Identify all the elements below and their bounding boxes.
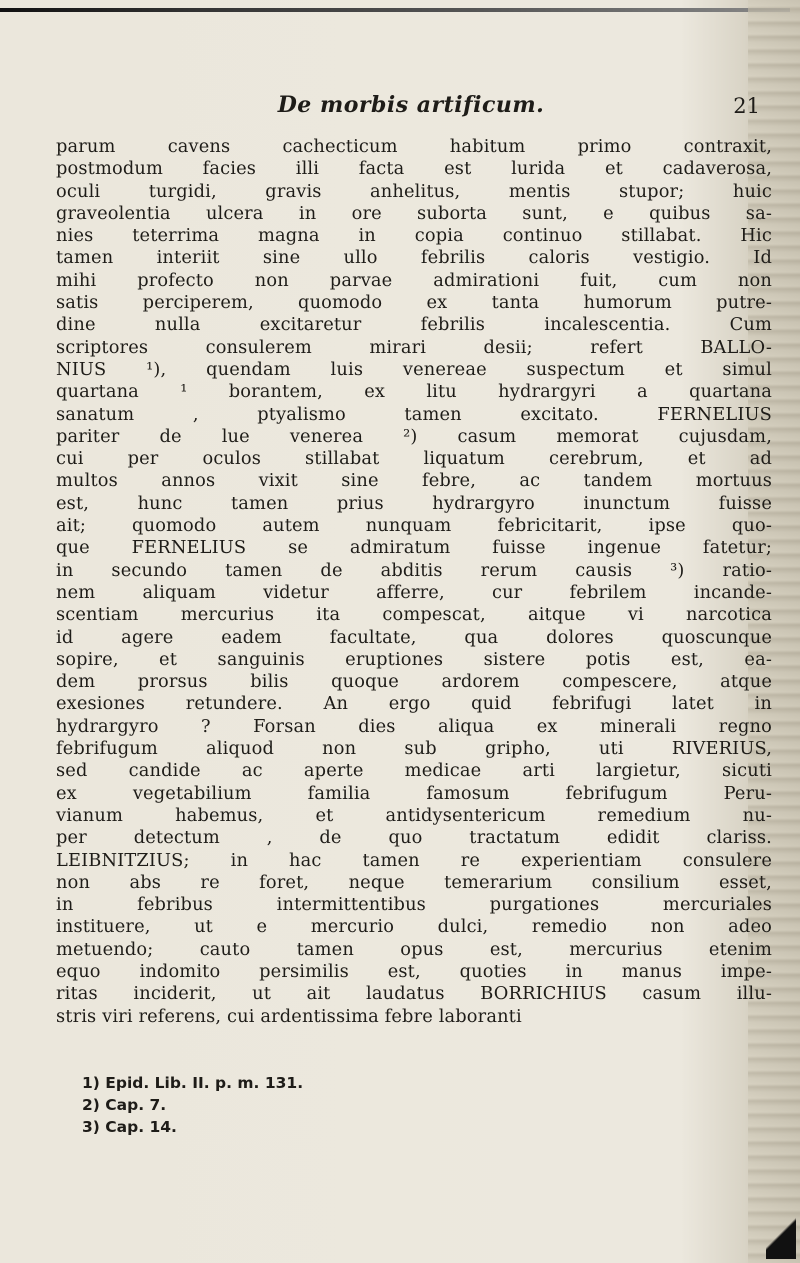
text-line: nem aliquam videtur afferre, cur febrilem incande- — [56, 581, 772, 603]
footnotes — [82, 1072, 382, 1138]
text-line: postmodum facies illi facta est lurida et cadaverosa, — [56, 158, 772, 180]
running-head: De morbis artificum. — [277, 92, 545, 118]
text-line: ait; quomodo autem nunquam febricitarit, ipse quo- — [56, 515, 772, 537]
corner-mark — [766, 1209, 796, 1259]
text-line: hydrargyro ? Forsan dies aliqua ex minerali regno — [56, 715, 772, 737]
text-line: febrifugum aliquod non sub gripho, uti RIVERIUS, — [56, 738, 772, 760]
body-text — [56, 136, 772, 1028]
page-header — [62, 92, 760, 128]
text-line: nies teterrima magna in copia continuo stillabat. Hic — [56, 225, 772, 247]
text-line: quartana ¹ borantem, ex litu hydrargyri a quartana — [56, 381, 772, 403]
footnote: 1) Epid. Lib. II. p. m. 131. — [82, 1074, 304, 1092]
text-line: parum cavens cachecticum habitum primo contraxit, — [56, 136, 772, 157]
text-line: id agere eadem facultate, qua dolores quoscunque — [56, 626, 772, 648]
page-number: 21 — [733, 94, 760, 118]
text-line: dine nulla excitaretur febrilis incalescentia. Cum — [56, 314, 772, 336]
text-line: stris viri referens, cui ardentissima febre laboranti — [56, 1005, 522, 1027]
text-line: scentiam mercurius ita compescat, aitque vi narcotica — [56, 604, 772, 626]
text-line: graveolentia ulcera in ore suborta sunt, e quibus sa- — [56, 202, 772, 224]
text-line: satis perciperem, quomodo ex tanta humorum putre- — [56, 292, 772, 314]
text-line: mihi profecto non parvae admirationi fuit, cum non — [56, 269, 772, 291]
text-line: que FERNELIUS se admiratum fuisse ingenue fatetur; — [56, 537, 772, 559]
text-line: multos annos vixit sine febre, ac tandem mortuus — [56, 470, 772, 492]
text-line: in febribus intermittentibus purgationes mercuriales — [56, 894, 772, 916]
text-line: tamen interiit sine ullo febrilis caloris vestigio. Id — [56, 247, 772, 269]
footnote: 2) Cap. 7. — [82, 1096, 167, 1114]
text-line: metuendo; cauto tamen opus est, mercurius etenim — [56, 938, 772, 960]
footnote: 3) Cap. 14. — [82, 1118, 177, 1136]
text-line: NIUS ¹), quendam luis venereae suspectum et simul — [56, 358, 772, 380]
text-line: sanatum , ptyalismo tamen excitato. FERNELIUS — [56, 403, 772, 425]
text-line: pariter de lue venerea ²) casum memorat cujusdam, — [56, 425, 772, 447]
text-line: equo indomito persimilis est, quoties in manus impe- — [56, 960, 772, 982]
text-line: exesiones retundere. An ergo quid febrifugi latet in — [56, 693, 772, 715]
text-line: cui per oculos stillabat liquatum cerebrum, et ad — [56, 448, 772, 470]
text-line: ex vegetabilium familia famosum febrifugum Peru- — [56, 782, 772, 804]
top-rule — [0, 8, 790, 12]
text-line: scriptores consulerem mirari desii; refert BALLO- — [56, 336, 772, 358]
text-line: sopire, et sanguinis eruptiones sistere potis est, ea- — [56, 648, 772, 670]
text-line: oculi turgidi, gravis anhelitus, mentis stupor; huic — [56, 180, 772, 202]
text-line: in secundo tamen de abditis rerum causis ³) ratio- — [56, 559, 772, 581]
text-line: vianum habemus, et antidysentericum remedium nu- — [56, 804, 772, 826]
text-line: instituere, ut e mercurio dulci, remedio non adeo — [56, 916, 772, 938]
text-line: non abs re foret, neque temerarium consilium esset, — [56, 871, 772, 893]
text-line: per detectum , de quo tractatum edidit clariss. — [56, 827, 772, 849]
text-line: est, hunc tamen prius hydrargyro inunctum fuisse — [56, 492, 772, 514]
text-line: LEIBNITZIUS; in hac tamen re experientiam consulere — [56, 849, 772, 871]
text-line: sed candide ac aperte medicae arti largietur, sicuti — [56, 760, 772, 782]
text-line: dem prorsus bilis quoque ardorem compescere, atque — [56, 671, 772, 693]
text-line: ritas inciderit, ut ait laudatus BORRICHIUS casum illu- — [56, 983, 772, 1005]
